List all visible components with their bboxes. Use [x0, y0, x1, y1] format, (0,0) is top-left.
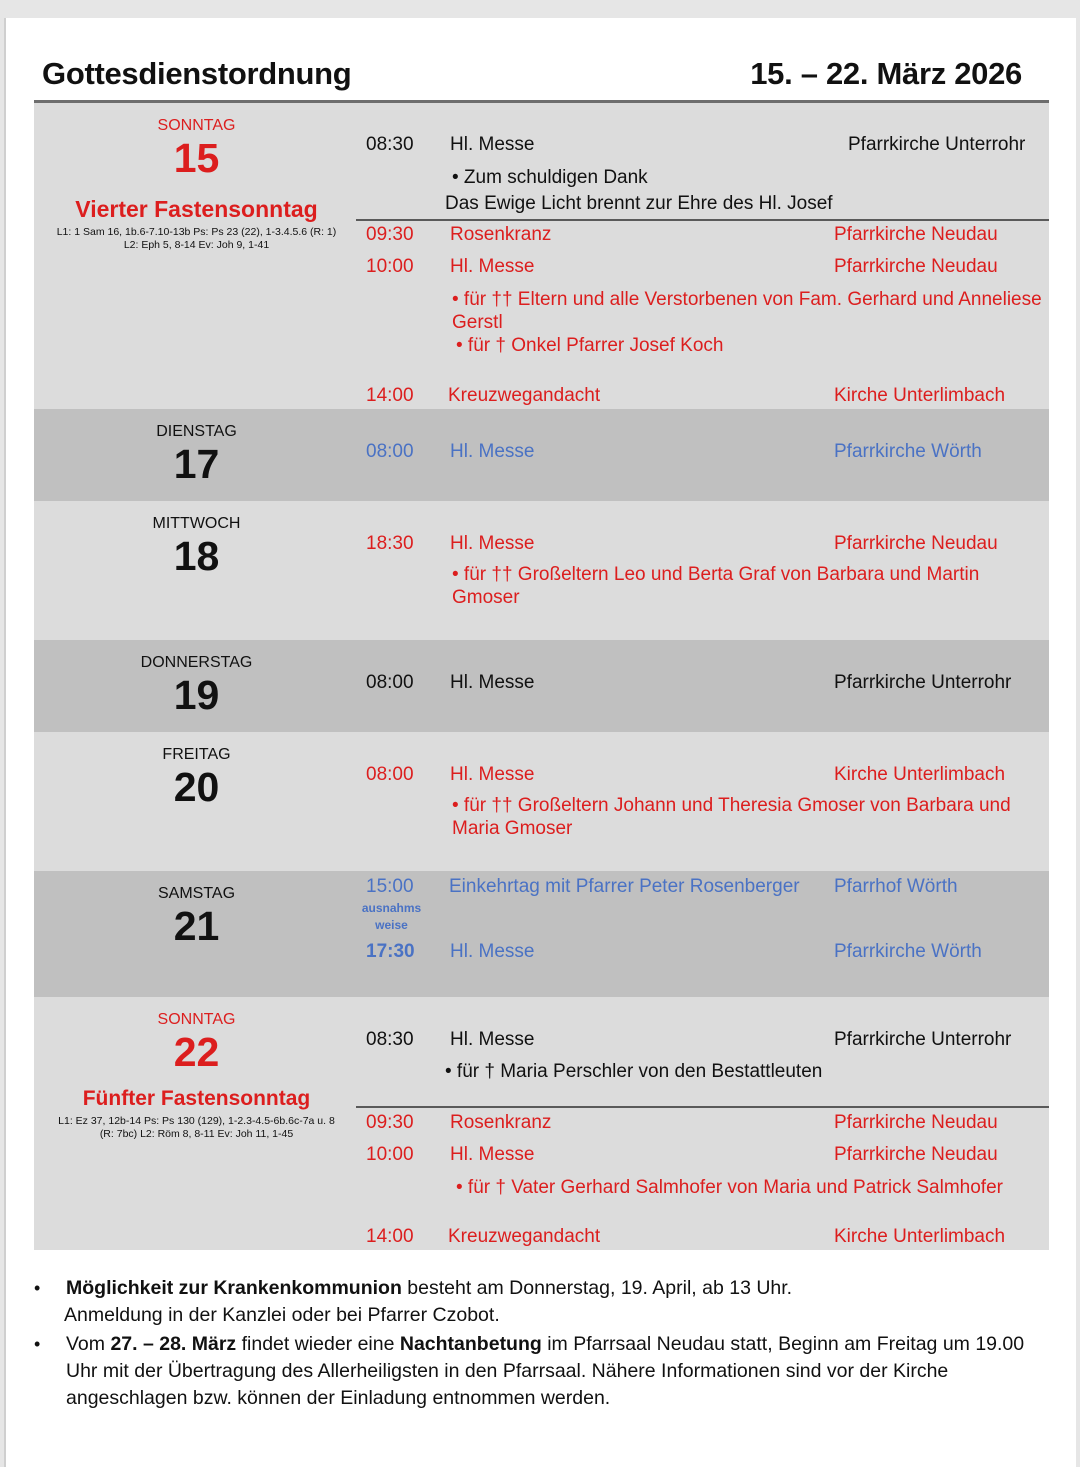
day-number: 19: [173, 672, 220, 718]
service-event: Hl. Messe: [450, 533, 535, 554]
weekday-label: SONNTAG: [157, 1011, 236, 1028]
service-location: Pfarrkirche Wörth: [834, 941, 982, 962]
top-bar: [0, 0, 1080, 18]
service-event: Hl. Messe: [450, 256, 535, 277]
service-event: Hl. Messe: [450, 1144, 535, 1165]
service-location: Kirche Unterlimbach: [834, 385, 1006, 406]
page-title: Gottesdienstordnung: [42, 56, 352, 91]
service-event: Einkehrtag mit Pfarrer Peter Rosenberger: [449, 876, 800, 897]
service-event: Rosenkranz: [450, 1112, 552, 1133]
service-event: Hl. Messe: [450, 941, 535, 962]
service-location: Pfarrkirche Neudau: [834, 1144, 998, 1165]
section-divider: [356, 219, 1049, 221]
service-location: Pfarrkirche Neudau: [834, 224, 998, 245]
weekday-label: MITTWOCH: [152, 515, 241, 532]
bullet-icon: •: [34, 1334, 41, 1354]
intention-note: • für †† Großeltern Leo und Berta Graf von Barbara und Martin Gmoser: [452, 564, 980, 608]
service-time: 18:30: [366, 533, 414, 554]
service-event: Hl. Messe: [450, 764, 535, 785]
day-block-20: [34, 732, 1049, 871]
document-header: [42, 52, 1022, 98]
service-event: Hl. Messe: [450, 1029, 535, 1050]
day-block-15: [34, 103, 1049, 409]
feast-title: Fünfter Fastensonntag: [82, 1087, 311, 1110]
service-time: 15:00: [366, 876, 414, 897]
readings: [34, 226, 359, 252]
service-location: Pfarrkirche Unterrohr: [834, 672, 1012, 693]
service-time: 09:30: [366, 1112, 414, 1133]
day-number: 22: [173, 1029, 220, 1075]
intention-note: • Zum schuldigen Dank: [452, 167, 648, 188]
service-time: 08:30: [366, 134, 414, 155]
eternal-light-note: Das Ewige Licht brennt zur Ehre des Hl. Josef: [445, 193, 833, 214]
service-event: Rosenkranz: [450, 224, 552, 245]
feast-title: Vierter Fastensonntag: [75, 196, 318, 222]
section-divider: [356, 1106, 1049, 1108]
service-time: 08:30: [366, 1029, 414, 1050]
service-event: Hl. Messe: [450, 672, 535, 693]
service-location: Pfarrkirche Wörth: [834, 441, 982, 462]
readings-line-1: L1: 1 Sam 16, 1b.6-7.10-13b Ps: Ps 23 (22), 1-3.4.5.6 (R: 1): [56, 226, 337, 238]
service-event: Hl. Messe: [450, 134, 535, 155]
day-block-19: [34, 640, 1049, 732]
readings-line-1: L1: Ez 37, 12b-14 Ps: Ps 130 (129), 1-2.3-4.5-6b.6c-7a u. 8: [58, 1115, 335, 1127]
weekday-label: FREITAG: [162, 746, 231, 763]
weekday-label: SAMSTAG: [157, 885, 236, 902]
service-time: 10:00: [366, 256, 414, 277]
exception-label: ausnahms weise: [361, 901, 422, 932]
weekday-label: DONNERSTAG: [140, 654, 253, 671]
bullet-icon: •: [34, 1278, 41, 1298]
weekday-label: DIENSTAG: [156, 423, 237, 440]
service-time: 10:00: [366, 1144, 414, 1165]
service-time: 17:30: [366, 941, 415, 962]
day-block-21: [34, 871, 1049, 997]
footnote-sick-communion: • Möglichkeit zur Krankenkommunion besteht am Donnerstag, 19. April, ab 13 Uhr. Anmeldung in der Kanzlei oder bei Pfarrer Czobot.: [34, 1277, 793, 1326]
day-block-22: [34, 997, 1049, 1250]
day-number: 15: [173, 135, 220, 181]
service-time: 08:00: [366, 441, 414, 462]
service-location: Kirche Unterlimbach: [834, 1226, 1006, 1247]
footnote-night-adoration: • Vom 27. – 28. März findet wieder eine Nachtanbetung im Pfarrsaal Neudau statt, Beginn am Freitag um 19.00 Uhr mit der Übertragung des Allerheiligsten in den Pfarrsaal. Nähere Informationen sind vor der Kirche angeschlagen bzw. können der Einladung entnommen werden.: [34, 1333, 1025, 1409]
service-location: Pfarrkirche Unterrohr: [848, 134, 1026, 155]
day-block-18: [34, 501, 1049, 640]
service-event: Kreuzwegandacht: [448, 1226, 601, 1247]
readings: [34, 1115, 359, 1141]
service-event: Hl. Messe: [450, 441, 535, 462]
day-number: 18: [173, 533, 220, 579]
service-event: Kreuzwegandacht: [448, 385, 601, 406]
intention-note: • für † Vater Gerhard Salmhofer von Maria und Patrick Salmhofer: [456, 1177, 1003, 1198]
service-time: 08:00: [366, 672, 414, 693]
service-time: 09:30: [366, 224, 414, 245]
service-location: Kirche Unterlimbach: [834, 764, 1006, 785]
service-time: 14:00: [366, 385, 414, 406]
intention-note: • für † Maria Perschler von den Bestattleuten: [445, 1061, 823, 1082]
service-location: Pfarrkirche Neudau: [834, 256, 998, 277]
day-block-17: [34, 409, 1049, 501]
service-location: Pfarrkirche Unterrohr: [834, 1029, 1012, 1050]
intention-note: • für †† Großeltern Johann und Theresia Gmoser von Barbara und Maria Gmoser: [452, 795, 1011, 839]
readings-line-2: L2: Eph 5, 8-14 Ev: Joh 9, 1-41: [123, 239, 270, 251]
day-number: 17: [173, 441, 220, 487]
date-range: 15. – 22. März 2026: [750, 56, 1022, 91]
intention-note: • für †† Eltern und alle Verstorbenen von Fam. Gerhard und Anneliese Gerstl: [452, 289, 1042, 333]
service-location: Pfarrkirche Neudau: [834, 533, 998, 554]
service-location: Pfarrkirche Neudau: [834, 1112, 998, 1133]
intention-note: • für † Onkel Pfarrer Josef Koch: [456, 335, 724, 356]
weekday-label: SONNTAG: [157, 117, 236, 134]
footnotes: [34, 1275, 1054, 1414]
service-location: Pfarrhof Wörth: [834, 876, 958, 897]
service-time: 14:00: [366, 1226, 414, 1247]
day-number: 20: [173, 764, 220, 810]
day-number: 21: [173, 903, 220, 949]
readings-line-2: (R: 7bc) L2: Röm 8, 8-11 Ev: Joh 11, 1-45: [99, 1128, 294, 1140]
service-time: 08:00: [366, 764, 414, 785]
